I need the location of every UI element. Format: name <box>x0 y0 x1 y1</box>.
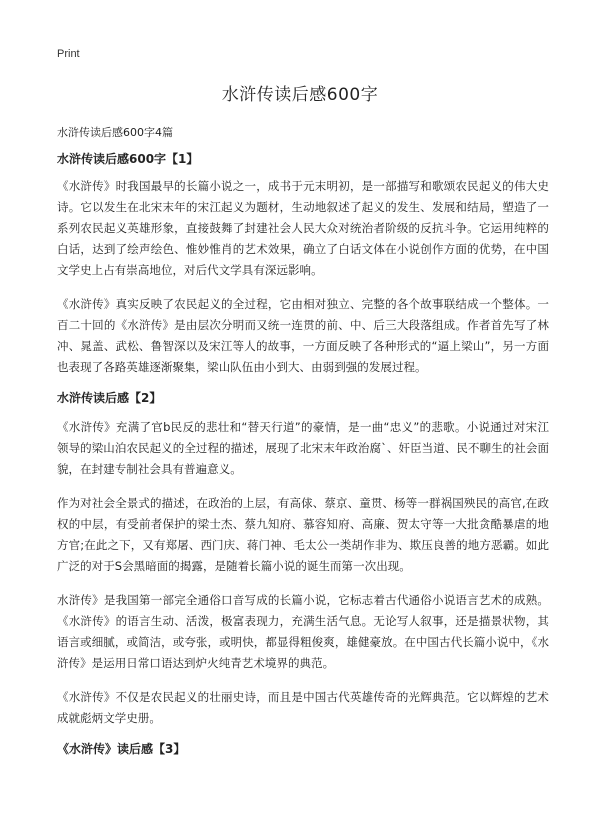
page-title: 水浒传读后感600字 <box>221 85 379 105</box>
document-subtitle: 水浒传读后感600字4篇 <box>57 126 173 139</box>
article-body <box>57 152 549 768</box>
section-2-paragraph-2: 作为对社会全景式的描述，在政治的上层，有高俅、蔡京、童贯、杨等一群祸国殃民的高官,在政权的中层，有受前者保护的梁士杰、蔡九知府、慕容知府、高廉、贺太守等一大批贪酷暴虐的地方官;在此之下，又有郑屠、西门庆、蒋门神、毛太公一类胡作非为、欺压良善的地方恶霸。如此广泛的对于S会黑暗面的揭露，是随着长篇小说的诞生而第一次出现。 <box>57 496 549 573</box>
section-1-paragraph-1: 《水浒传》时我国最早的长篇小说之一，成书于元末明初，是一部描写和歌颂农民起义的伟大史诗。它以发生在北宋末年的宋江起义为题材，生动地叙述了起义的发生、发展和结局，塑造了一系列农民起义英雄形象，直接鼓舞了封建社会人民大众对统治者阶级的反抗斗争。它运用纯粹的白话，达到了绘声绘色、惟妙惟肖的艺术效果，确立了白话文体在小说创作方面的优势，在中国文学史上占有崇高地位，对后代文学具有深远影响。 <box>57 179 549 277</box>
section-heading-1: 水浒传读后感600字【1】 <box>57 152 199 166</box>
section-2-paragraph-4: 《水浒传》不仅是农民起义的壮丽史诗，而且是中国古代英雄传奇的光辉典范。它以辉煌的艺术成就彪炳文学史册。 <box>57 690 549 725</box>
section-heading-2: 水浒传读后感【2】 <box>57 391 162 405</box>
print-link[interactable]: Print <box>57 48 80 60</box>
section-heading-3: 《水浒传》读后感【3】 <box>57 742 186 756</box>
section-1-paragraph-2: 《水浒传》真实反映了农民起义的全过程，它由相对独立、完整的各个故事联结成一个整体。一百二十回的《水浒传》是由层次分明而又统一连贯的前、中、后三大段落组成。作者首先写了林冲、晁盖、武松、鲁智深以及宋江等人的故事，一方面反映了各种形式的“逼上梁山”，另一方面也表现了各路英雄逐渐聚集，梁山队伍由小到大、由弱到强的发展过程。 <box>57 297 549 374</box>
section-2-paragraph-1: 《水浒传》充满了官b民反的悲壮和“替天行道”的豪情，是一曲“忠义”的悲歌。小说通过对宋江领导的梁山泊农民起义的全过程的描述，展现了北宋末年政治腐`、奸臣当道、民不聊生的社会面貌，在封建专制社会具有普遍意义。 <box>57 420 549 476</box>
section-2-paragraph-3: 水浒传》是我国第一部完全通俗口音写成的长篇小说，它标志着古代通俗小说语言艺术的成熟。《水浒传》的语言生动、活泼，极富表现力，充满生活气息。无论写人叙事，还是描景状物，其语言或细腻，或简洁，或夸张，或明快，都显得粗俊爽，雄健豪放。在中国古代长篇小说中，《水浒传》是运用日常口语达到炉火纯青艺术境界的典范。 <box>57 593 549 670</box>
